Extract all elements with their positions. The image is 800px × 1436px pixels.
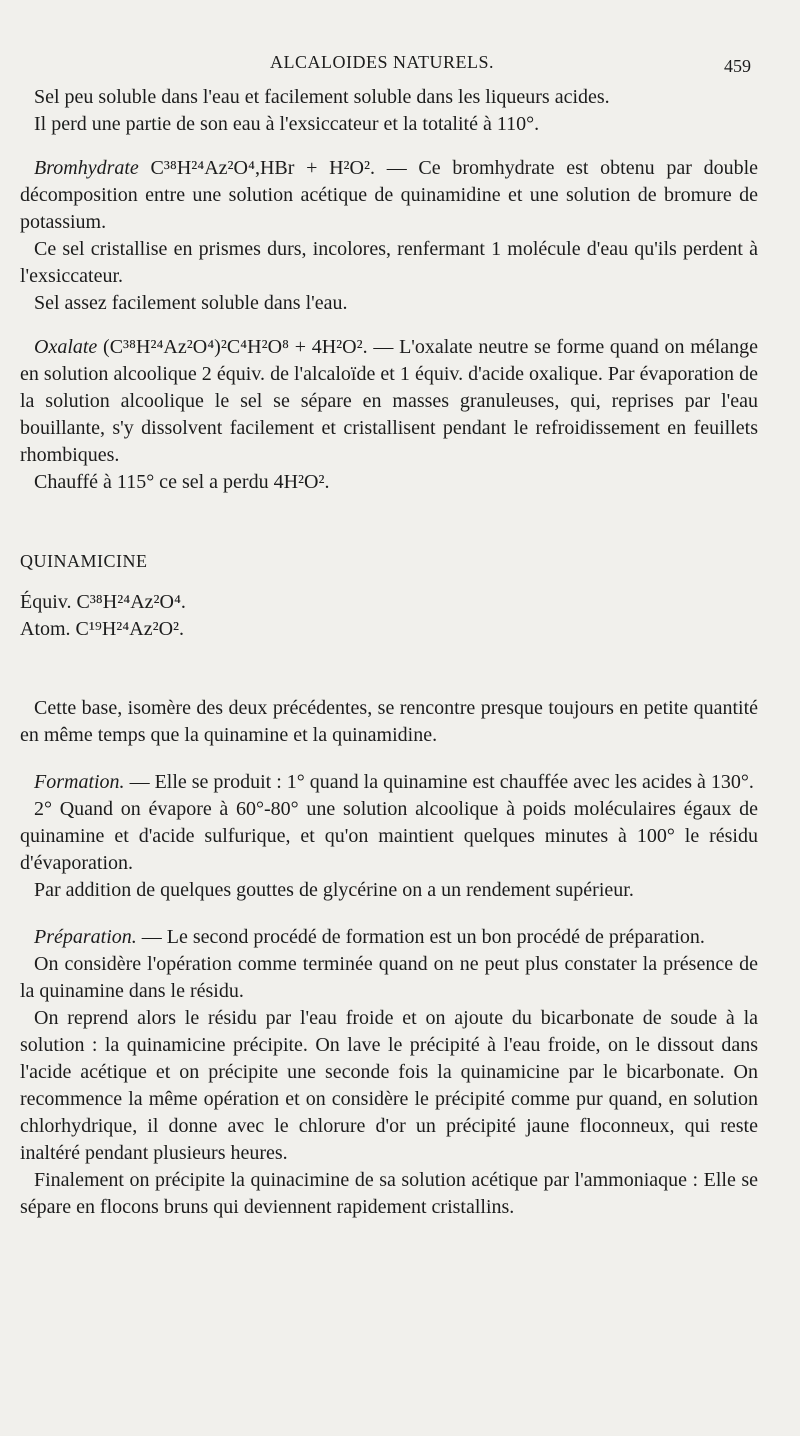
paragraph-preparation bbox=[20, 924, 758, 951]
preparation-label: Préparation. bbox=[34, 926, 137, 948]
oxalate-label: Oxalate bbox=[34, 336, 98, 358]
running-title: ALCALOIDES NATURELS. bbox=[270, 52, 494, 72]
paragraph-operation: On considère l'opération comme terminée quand on ne peut plus constater la présence de la quinamine dans le résidu. bbox=[20, 953, 758, 1002]
preparation-text: — Le second procédé de formation est un bon procédé de préparation. bbox=[141, 926, 705, 948]
paragraph-heated: Chauffé à 115° ce sel a perdu 4H²O². bbox=[34, 471, 330, 493]
paragraph-evaporation: 2° Quand on évapore à 60°-80° une solution alcoolique à poids moléculaires égaux de quinamine et d'acide sulfurique, et qu'on maintient quelques minutes à 100° le résidu d'évaporation. bbox=[20, 798, 758, 874]
formation-label: Formation. bbox=[34, 771, 125, 793]
paragraph-procedure: On reprend alors le résidu par l'eau froide et on ajoute du bicarbonate de soude à la solution : la quinamicine précipite. On lave le précipité à l'eau froide, on le dissout dans l'acide acétique et on précipite une seconde fois la quinamicine par le bicarbonate. On recommence la même opération et on considère le précipité comme pur quand, en solution chlorhydrique, il donne avec le chlorure d'or un précipité jaune floconneux, qui reste inaltéré pendant plusieurs heures. bbox=[20, 1007, 758, 1164]
page-header bbox=[0, 50, 800, 80]
bromhydrate-label: Bromhydrate bbox=[34, 157, 139, 179]
formula-equiv: Équiv. C³⁸H²⁴Az²O⁴. bbox=[20, 591, 186, 613]
oxalate-formula: (C³⁸H²⁴Az²O⁴)²C⁴H²O⁸ + 4H²O². bbox=[103, 336, 368, 358]
paragraph-crystals: Ce sel cristallise en prismes durs, incolores, renfermant 1 molécule d'eau qu'ils perdent à l'exsiccateur. bbox=[20, 238, 758, 287]
page-number: 459 bbox=[724, 56, 751, 76]
paragraph-exsiccator: Il perd une partie de son eau à l'exsiccateur et la totalité à 110°. bbox=[34, 113, 540, 135]
paragraph-glycerine: Par addition de quelques gouttes de glycérine on a un rendement supérieur. bbox=[34, 879, 634, 901]
bromhydrate-formula: C³⁸H²⁴Az²O⁴,HBr + H²O². bbox=[150, 157, 375, 179]
paragraph-solubility: Sel peu soluble dans l'eau et facilement soluble dans les liqueurs acides. bbox=[34, 86, 610, 108]
paragraph-bromhydrate bbox=[20, 155, 758, 236]
paragraph-soluble: Sel assez facilement soluble dans l'eau. bbox=[34, 292, 348, 314]
page-content bbox=[20, 84, 758, 1221]
formula-atom: Atom. C¹⁹H²⁴Az²O². bbox=[20, 618, 185, 640]
paragraph-formation bbox=[20, 769, 758, 796]
oxalate-text: — L'oxalate neutre se forme quand on mélange en solution alcoolique 2 équiv. de l'alcaloïde et 1 équiv. d'acide oxalique. Par évaporation de la solution alcoolique le sel se sépare en masses granuleuses, qui, reprises par l'eau bouillante, s'y dissolvent facilement et cristallisent pendant le refroidissement en feuillets rhombiques. bbox=[20, 336, 759, 466]
formation-text: — Elle se produit : 1° quand la quinamine est chauffée avec les acides à 130°. bbox=[129, 771, 754, 793]
bromhydrate-text: — Ce bromhydrate est obtenu par double décomposition entre une solution acétique de quinamidine et une solution de bromure de potassium. bbox=[20, 157, 759, 233]
paragraph-oxalate bbox=[20, 334, 758, 469]
paragraph-final: Finalement on précipite la quinacimine de sa solution acétique par l'ammoniaque : Elle se sépare en flocons bruns qui deviennent rapidement cristallins. bbox=[20, 1169, 758, 1218]
paragraph-isomer: Cette base, isomère des deux précédentes, se rencontre presque toujours en petite quantité en même temps que la quinamine et la quinamidine. bbox=[20, 697, 758, 746]
section-title: QUINAMICINE bbox=[20, 551, 148, 571]
